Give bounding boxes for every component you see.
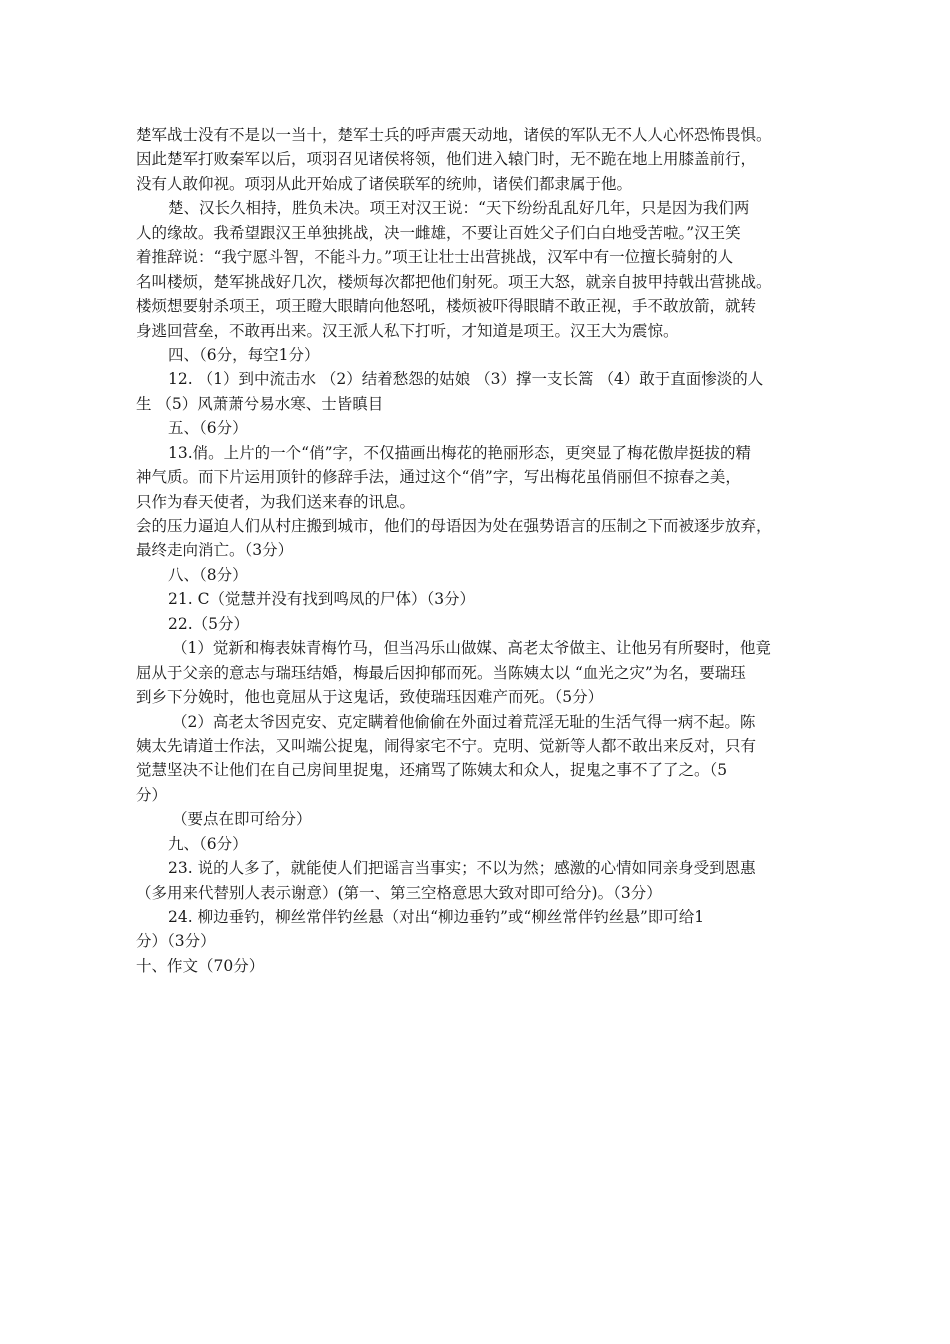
text-line: 分） bbox=[136, 785, 168, 804]
text-line: 生 （5）风萧萧兮易水寒、士皆瞋目 bbox=[136, 394, 384, 413]
text-line: 名叫楼烦，楚军挑战好几次，楼烦每次都把他们射死。项王大怒，就亲自披甲持戟出营挑战。 bbox=[136, 272, 772, 291]
text-line: 12. （1）到中流击水 （2）结着愁怨的姑娘 （3）撑一支长篙 （4）敢于直面惨淡的人 bbox=[168, 370, 764, 389]
text-line: （多用来代替别人表示谢意）(第一、第三空格意思大致对即可给分)。（3分） bbox=[136, 883, 662, 902]
text-line: （要点在即可给分） bbox=[172, 810, 312, 829]
text-line: 觉慧坚决不让他们在自己房间里捉鬼，还痛骂了陈姨太和众人，捉鬼之事不了了之。（5 bbox=[136, 761, 728, 780]
text-line: 最终走向消亡。（3分） bbox=[136, 541, 294, 560]
text-line: 13.俏。上片的一个“俏”字，不仅描画出梅花的艳丽形态，更突显了梅花傲岸挺拔的精 bbox=[168, 443, 752, 462]
text-line: 没有人敢仰视。项羽从此开始成了诸侯联军的统帅，诸侯们都隶属于他。 bbox=[136, 174, 633, 193]
text-line: 着推辞说：“我宁愿斗智，不能斗力。”项王让壮士出营挑战，汉军中有一位擅长骑射的人 bbox=[136, 248, 734, 267]
text-line: 因此楚军打败秦军以后，项羽召见诸侯将领，他们进入辕门时，无不跪在地上用膝盖前行， bbox=[136, 150, 757, 169]
text-line: 到乡下分娩时，他也竟屈从于这鬼话，致使瑞珏因难产而死。（5分） bbox=[136, 688, 604, 707]
text-line: 神气质。而下片运用顶针的修辞手法，通过这个“俏”字，写出梅花虽俏丽但不掠春之美， bbox=[136, 468, 741, 487]
section-heading: 十、作文（70分） bbox=[136, 956, 265, 975]
section-heading: 九、（6分） bbox=[168, 834, 248, 853]
text-line: 24. 柳边垂钓，柳丝常伴钓丝悬（对出“柳边垂钓”或“柳丝常伴钓丝悬”即可给1 bbox=[168, 908, 705, 926]
text-line: 会的压力逼迫人们从村庄搬到城市，他们的母语因为处在强势语言的压制之下而被逐步放弃， bbox=[136, 517, 772, 535]
text-line: 分）（3分） bbox=[136, 932, 216, 951]
text-line: 只作为春天使者，为我们送来春的讯息。 bbox=[136, 492, 416, 511]
section-heading: 八、（8分） bbox=[168, 565, 248, 584]
answer-key-page bbox=[136, 123, 836, 978]
text-line: （2）高老太爷因克安、克定瞒着他偷偷在外面过着荒淫无耻的生活气得一病不起。陈 bbox=[172, 712, 756, 731]
text-line: 23. 说的人多了，就能使人们把谣言当事实；不以为然；感激的心情如同亲身受到恩惠 bbox=[168, 859, 756, 878]
text-line: 楼烦想要射杀项王，项王瞪大眼睛向他怒吼，楼烦被吓得眼睛不敢正视，手不敢放箭，就转 bbox=[136, 297, 757, 316]
text-line: 屈从于父亲的意志与瑞珏结婚，梅最后因抑郁而死。当陈姨太以 “血光之灾”为名，要瑞珏 bbox=[136, 663, 746, 682]
section-heading: 五、（6分） bbox=[168, 419, 248, 438]
text-line: 22.（5分） bbox=[168, 614, 250, 633]
text-line: （1）觉新和梅表妹青梅竹马，但当冯乐山做媒、高老太爷做主、让他另有所娶时，他竟 bbox=[172, 639, 771, 658]
section-heading: 四、（6分，每空1分） bbox=[168, 345, 320, 364]
text-line: 楚军战士没有不是以一当十，楚军士兵的呼声震天动地，诸侯的军队无不人人心怀恐怖畏惧。 bbox=[136, 126, 772, 144]
text-line: 人的缘故。我希望跟汉王单独挑战，决一雌雄，不要让百姓父子们白白地受苦啦。”汉王笑 bbox=[136, 223, 741, 242]
text-line: 身逃回营垒，不敢再出来。汉王派人私下打听，才知道是项王。汉王大为震惊。 bbox=[136, 321, 679, 340]
text-line: 姨太先请道士作法，又叫端公捉鬼，闹得家宅不宁。克明、觉新等人都不敢出来反对，只有 bbox=[136, 736, 757, 755]
text-line: 21. C（觉慧并没有找到鸣凤的尸体）（3分） bbox=[168, 590, 476, 609]
text-line: 楚、汉长久相持，胜负未决。项王对汉王说：“天下纷纷乱乱好几年，只是因为我们两 bbox=[168, 199, 750, 218]
